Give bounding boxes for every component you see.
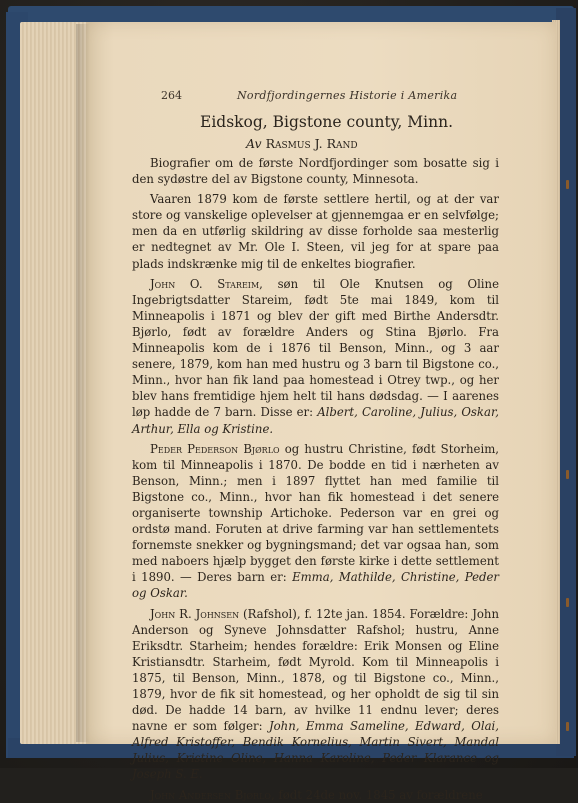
article-title: Eidskog, Bigstone county, Minn. xyxy=(200,113,453,131)
gutter-shadow xyxy=(76,24,90,742)
edge-mark xyxy=(566,722,569,731)
person-name: John O. Stareim, xyxy=(150,276,263,291)
byline xyxy=(246,136,358,151)
paragraph-bjorlo xyxy=(132,441,499,602)
paragraph-andersen xyxy=(132,787,499,803)
byline-author: Rasmus J. Rand xyxy=(265,136,358,151)
edge-mark xyxy=(566,180,569,189)
paragraph-intro: Biografier om de første Nordfjordinger som bosatte sig i den sydøstre del av Bigstone county, Minnesota. xyxy=(132,156,499,187)
paragraph-settlement: Vaaren 1879 kom de første settlere hertil, og at der var store og vanskelige oplevelser at gjennemgaa er en selvfølge; men da en utførlig skildring av disse forholde saa mesterlig er nedtegnet av Mr. Ole I. Steen, vil jeg for at spare paa plads indskrænke mig til de enkeltes biografier. xyxy=(132,192,499,271)
children-names: Albert, Caroline, Julius, Oskar, Arthur, Ella og Kristine. xyxy=(132,405,499,436)
edge-mark xyxy=(566,470,569,479)
paragraph-text: og hustru Christine, født Storheim, kom til Minneapolis i 1870. De bodde en tid i nærheten av Benson, Minn.; men i 1897 flyttet han med familie til Bigstone co., Minn., hvor han fik homestead i det senere organiserte township Artichoke. Pederson var en grei og ordstø mand. Foruten at drive farming var han settlementets fornemste snekker og bygningsmand; det var ogsaa han, som med naboers hjælp bygget den første kirke i dette settlement i 1890. — Deres barn er: xyxy=(132,441,499,585)
body-text xyxy=(132,155,499,803)
children-names: Emma, Mathilde, Christine, Peder og Oskar. xyxy=(132,570,500,601)
paragraph-text: (Rafshol), f. 12te jan. 1854. Forældre: John Anderson og Syneve Johnsdatter Rafshol; hustru, Anne Eriksdtr. Starheim; hendes forældre: Erik Monsen og Eline Kristiansdtr. Starheim, født Myrold. Kom til Minneapolis i 1875, til Benson, Minn., 1878, og til Bigstone co., Minn., 1879, hvor de fik sit homestead, og her opholdt de sig til sin død. De hadde 14 barn, av hvilke 11 endnu lever; deres navne er som følger: xyxy=(132,606,499,734)
person-name: John R. Johnsen xyxy=(150,606,240,621)
person-name: John Andersen Bjørlo, xyxy=(150,787,275,802)
children-names: John, Emma Sameline, Edward, Olai, Alfred Kristoffer, Bendik Kornelius, Martin Sivert, Mandal Julius, Kristine Oline, Hanna Karoline, Peder Klarance og Joseph S. E. xyxy=(132,719,499,782)
byline-prefix: Av xyxy=(246,136,262,151)
paragraph-text: født 24de nov. 1845 av forældrene xyxy=(274,787,483,802)
page-number: 264 xyxy=(161,89,182,102)
paragraph-johnsen xyxy=(132,606,499,783)
paragraph-text: søn til Ole Knutsen og Oline Ingebrigtsdatter Stareim, født 5te mai 1849, kom til Minneapolis i 1871 og blev der gift med Birthe Andersdtr. Bjørlo, født av forældre Anders og Stina Bjørlo. Fra Minneapolis kom de i 1876 til Benson, Minn., og 3 aar senere, 1879, kom han med hustru og 3 barn til Bigstone co., Minn., hvor han fik land paa homestead i Otrey twp., og her blev hans fremtidige hjem helt til hans dødsdag. — I aarenes løp hadde de 7 barn. Disse er: xyxy=(132,276,499,420)
running-title: Nordfjordingernes Historie i Amerika xyxy=(237,89,458,102)
running-header xyxy=(161,89,458,105)
paragraph-stareim xyxy=(132,276,499,437)
edge-mark xyxy=(566,598,569,607)
person-name: Peder Pederson Bjørlo xyxy=(150,441,280,456)
